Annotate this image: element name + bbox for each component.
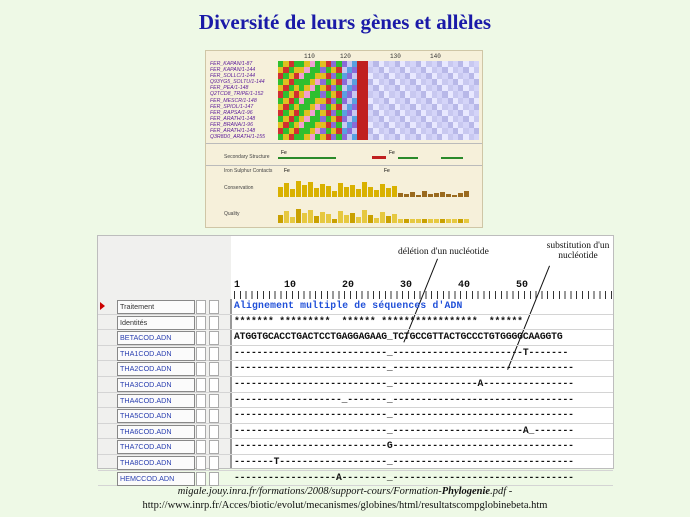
row-flag-cell[interactable] — [209, 472, 219, 486]
conservation-bar — [356, 189, 361, 197]
conservation-bar — [410, 192, 415, 197]
conservation-bar — [464, 191, 469, 197]
row-name[interactable]: THA4COD.ADN — [117, 394, 195, 408]
quality-bar — [446, 219, 451, 223]
conservation-bar — [362, 182, 367, 197]
quality-bar — [404, 219, 409, 223]
conservation-bar — [338, 183, 343, 197]
row-flag-cell[interactable] — [209, 440, 219, 454]
alignment-row[interactable] — [98, 424, 613, 440]
sequence-name: Q2TCD8_TRIPE/1-152 — [210, 91, 264, 98]
quality-bar — [380, 212, 385, 223]
alignment-row — [278, 134, 479, 140]
quality-bar — [308, 210, 313, 223]
row-flag-cell[interactable] — [209, 300, 219, 314]
quality-bar — [374, 218, 379, 223]
conservation-bar — [296, 181, 301, 197]
sequence-name: FER_ARATH/1-148 — [210, 115, 256, 122]
conservation-bar — [344, 187, 349, 197]
sequence-name: FER_SPIOL/1-147 — [210, 103, 254, 110]
quality-bar — [458, 219, 463, 223]
alignment-row[interactable] — [98, 299, 613, 315]
row-flag-cell[interactable] — [196, 472, 206, 486]
conservation-bar — [428, 194, 433, 197]
row-name[interactable]: THA7COD.ADN — [117, 440, 195, 454]
fe-label: Fe — [284, 168, 290, 174]
row-flag-cell[interactable] — [196, 316, 206, 330]
conservation-bar — [440, 192, 445, 197]
ruler-scale — [234, 291, 613, 299]
quality-bar — [452, 219, 457, 223]
row-flag-cell[interactable] — [209, 425, 219, 439]
alignment-row[interactable] — [98, 471, 613, 487]
row-sequence: ---------------------------_-------------------------------- — [234, 409, 574, 421]
conservation-bar — [434, 193, 439, 197]
conservation-bar — [278, 187, 283, 197]
conservation-bar — [368, 187, 373, 197]
sequence-name: FER_BRANA/1-96 — [210, 121, 253, 128]
quality-bar — [278, 215, 283, 223]
row-flag-cell[interactable] — [209, 394, 219, 408]
sequence-name-list — [210, 61, 265, 140]
row-flag-cell[interactable] — [196, 347, 206, 361]
row-sequence: ---------------------------G-------------------------------- — [234, 440, 574, 452]
conservation-bar — [392, 186, 397, 197]
quality-bar — [290, 217, 295, 223]
sequence-name: FER_KAPAN/1-87 — [210, 61, 253, 67]
conservation-bar — [416, 195, 421, 197]
sequence-name: FER_RAPSA/1-96 — [210, 109, 253, 116]
citation-line-1 — [0, 485, 690, 498]
track-label: Quality — [224, 211, 240, 217]
row-flag-cell[interactable] — [209, 456, 219, 470]
row-sequence: ******* ********* ****** ***************** ****** — [234, 315, 523, 327]
track-divider — [206, 165, 482, 166]
citation-suffix: .pdf - — [490, 486, 513, 497]
row-sequence: ------------------A--------_-------------------------------- — [234, 471, 574, 483]
conservation-bar — [398, 193, 403, 197]
conservation-bar — [302, 185, 307, 197]
row-name[interactable]: THA1COD.ADN — [117, 347, 195, 361]
ruler-number: 20 — [342, 280, 355, 291]
row-flag-cell[interactable] — [196, 394, 206, 408]
conservation-bar — [380, 184, 385, 197]
alignment-row[interactable] — [98, 315, 613, 331]
quality-bar — [422, 219, 427, 223]
row-sequence: ---------------------------_-----------------------T------- — [234, 346, 569, 358]
page-title: Diversité de leurs gènes et allèles — [198, 10, 492, 34]
quality-bar — [440, 219, 445, 223]
row-flag-cell[interactable] — [209, 316, 219, 330]
row-flag-cell[interactable] — [196, 440, 206, 454]
conservation-bar — [446, 194, 451, 197]
ruler-tick: 120 — [340, 53, 351, 60]
quality-bar — [326, 214, 331, 223]
ruler-tick: 130 — [390, 53, 401, 60]
colored-alignment-block — [278, 61, 479, 140]
row-flag-cell[interactable] — [196, 362, 206, 376]
quality-bar — [314, 216, 319, 223]
quality-bar — [320, 212, 325, 223]
citation-line-2[interactable]: http://www.inrp.fr/Acces/biotic/evolut/mecanismes/globines/html/resultatscompglobinebeta.htm — [142, 500, 548, 511]
strand-arrow — [278, 157, 336, 159]
quality-bar — [332, 219, 337, 223]
ruler-number: 40 — [458, 280, 471, 291]
ruler-number: 30 — [400, 280, 413, 291]
track-label: Conservation — [224, 185, 254, 191]
ruler-number: 50 — [516, 280, 529, 291]
quality-bar — [284, 211, 289, 223]
ruler-number: 10 — [284, 280, 297, 291]
sequence-name: FER_MESCR/1-148 — [210, 97, 257, 104]
sequence-name: Q3R8D0_ARATH/1-155 — [210, 134, 265, 141]
strand-arrow — [441, 157, 463, 159]
row-sequence: ---------------------------_-------------------------------- — [234, 362, 574, 374]
conservation-bar — [386, 188, 391, 197]
conservation-bar — [422, 191, 427, 197]
ruler-number: 1 — [234, 280, 241, 291]
row-flag-cell[interactable] — [209, 362, 219, 376]
alignment-row[interactable] — [98, 361, 613, 377]
row-flag-cell[interactable] — [196, 409, 206, 423]
sequence-name: FER_SOLLC/1-144 — [210, 73, 255, 80]
row-sequence: -------------------_-------_-------------------------------- — [234, 393, 574, 405]
quality-bar — [434, 219, 439, 223]
row-name[interactable]: Traitement — [117, 300, 195, 314]
row-name[interactable]: THA5COD.ADN — [117, 409, 195, 423]
row-sequence: ATGGTGCACCTGACTCCTGAGGAGAAG_TCTGCCGTTACTGCCCTGTGGGGCAAGGTG — [234, 331, 563, 343]
helix-bar — [372, 156, 386, 159]
row-name[interactable]: THA2COD.ADN — [117, 362, 195, 376]
fe-label: Fe — [281, 150, 287, 156]
conservation-bar — [320, 184, 325, 197]
alignment-row[interactable] — [98, 330, 613, 346]
row-name[interactable]: THA8COD.ADN — [117, 456, 195, 470]
fe-label: Fe — [389, 150, 395, 156]
alignment-row[interactable] — [98, 408, 613, 424]
quality-bar — [338, 211, 343, 223]
row-flag-cell[interactable] — [196, 425, 206, 439]
track-divider — [206, 143, 482, 144]
substitution-annotation: substitution d'un nucléotide — [546, 241, 610, 261]
row-sequence: Alignement multiple de séquences d'ADN — [234, 300, 463, 311]
conservation-bar — [374, 190, 379, 197]
row-flag-cell[interactable] — [196, 378, 206, 392]
quality-bar — [464, 219, 469, 223]
quality-bar — [410, 219, 415, 223]
sequence-name: FER_PEA/1-148 — [210, 85, 249, 92]
row-name[interactable]: THA3COD.ADN — [117, 378, 195, 392]
sequence-name: FER_ARATH/1-148 — [210, 128, 256, 135]
quality-bar — [386, 216, 391, 223]
row-sequence: ---------------------------_---------------A---------------- — [234, 377, 574, 389]
current-row-arrow-icon — [100, 302, 105, 310]
conservation-bar — [326, 186, 331, 197]
conservation-bar — [332, 191, 337, 197]
row-name[interactable]: Identités — [117, 316, 195, 330]
ruler-tick: 110 — [304, 53, 315, 60]
deletion-annotation: délétion d'un nucléotide — [398, 247, 489, 257]
conservation-bar — [308, 182, 313, 197]
sequence-name: Q93YG5_SOLTU/1-144 — [210, 79, 265, 86]
dna-alignment-figure — [97, 235, 614, 483]
row-flag-cell[interactable] — [209, 378, 219, 392]
citation-prefix: migale.jouy.inra.fr/formations/2008/support-cours/Formation- — [177, 486, 442, 497]
track-label: Iron Sulphur Contacts — [224, 168, 273, 174]
quality-bar — [392, 214, 397, 223]
quality-bar — [428, 219, 433, 223]
row-flag-cell[interactable] — [196, 331, 206, 345]
citation-bold: Phylogenie — [441, 486, 491, 497]
alignment-rows — [98, 299, 613, 486]
row-flag-cell[interactable] — [209, 409, 219, 423]
row-sequence: -------T-------------------_-------------------------------- — [234, 455, 574, 467]
row-name[interactable]: HEMCCOD.ADN — [117, 472, 195, 486]
alignment-row[interactable] — [98, 455, 613, 471]
quality-bar — [368, 215, 373, 223]
row-name[interactable]: BETACOD.ADN — [117, 331, 195, 345]
ruler-tick: 140 — [430, 53, 441, 60]
conservation-bar — [404, 194, 409, 197]
quality-bar — [302, 213, 307, 223]
row-flag-cell[interactable] — [209, 347, 219, 361]
row-name[interactable]: THA6COD.ADN — [117, 425, 195, 439]
row-sequence: ---------------------------_-----------------------A_------- — [234, 424, 574, 436]
conservation-bar — [314, 188, 319, 197]
alignment-row[interactable] — [98, 346, 613, 362]
conservation-bar — [290, 189, 295, 197]
conservation-bar — [452, 195, 457, 197]
row-flag-cell[interactable] — [196, 456, 206, 470]
conservation-bar — [350, 185, 355, 197]
alignment-row[interactable] — [98, 377, 613, 393]
quality-bar — [416, 219, 421, 223]
fe-label: Fe — [384, 168, 390, 174]
conservation-bar — [284, 183, 289, 197]
alignment-row[interactable] — [98, 439, 613, 455]
alignment-row[interactable] — [98, 393, 613, 409]
quality-bar — [344, 215, 349, 223]
protein-alignment-figure — [205, 50, 483, 228]
strand-arrow — [398, 157, 418, 159]
quality-bar — [356, 217, 361, 223]
track-label: Secondary Structure — [224, 154, 270, 160]
row-flag-cell[interactable] — [196, 300, 206, 314]
quality-bar — [398, 219, 403, 223]
quality-bar — [296, 209, 301, 223]
conservation-bar — [458, 193, 463, 197]
quality-bar — [350, 213, 355, 223]
quality-bar — [362, 210, 367, 223]
sequence-name: FER_KAPAN/1-144 — [210, 67, 256, 74]
row-flag-cell[interactable] — [209, 331, 219, 345]
